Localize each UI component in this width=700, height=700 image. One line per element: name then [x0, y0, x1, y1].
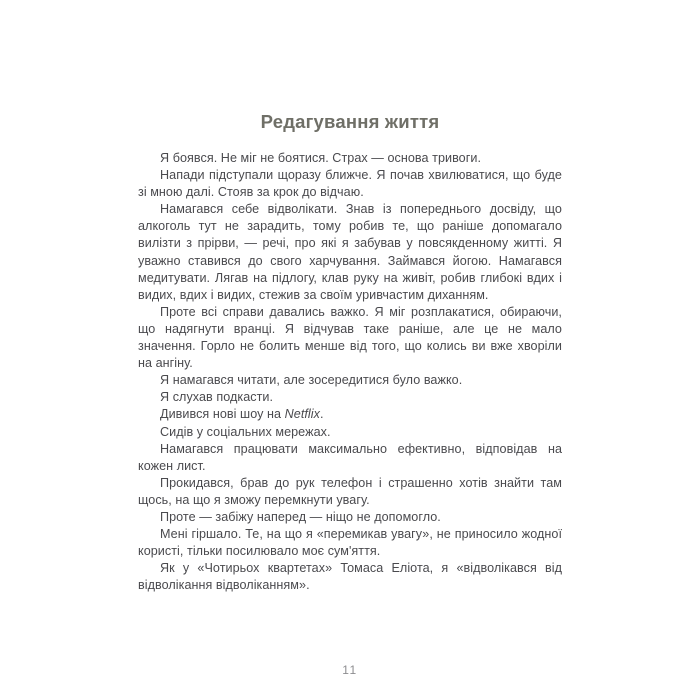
- paragraph-text-after: .: [319, 407, 324, 422]
- paragraph: Намагався себе відволікати. Знав із попереднього досвіду, що алкоголь тут не зарадить, тому робив те, що раніше допомагало вилізти з прірви, — речі, про які я забував у повсякденному житті. Я уважно ставився до свого харчування. Займався йогою. Намагався медитувати. Лягав на підлогу, клав руку на живіт, робив глибокі вдих і видих, вдих і видих, стежив за своїм уривчастим диханням.: [138, 202, 562, 302]
- paragraph: Прокидався, брав до рук телефон і страшенно хотів знайти там щось, на що я зможу перемкнути увагу.: [138, 475, 562, 507]
- paragraph: Намагався працювати максимально ефективно, відповідав на кожен лист.: [138, 441, 562, 473]
- paragraph: Проте — забіжу наперед — ніщо не допомогло.: [160, 509, 441, 524]
- paragraph: Проте всі справи давались важко. Я міг розплакатися, обираючи, що надягнути вранці. Я відчував таке раніше, але це не мало значення. Горло не болить менше від того, що колись ви вже хворіли на ангіну.: [138, 304, 562, 371]
- page-number: 11: [342, 663, 358, 677]
- paragraph: Я боявся. Не міг не боятися. Страх — основа тривоги.: [160, 151, 482, 165]
- netflix-brand-name: Netflix: [284, 407, 320, 422]
- paragraph: Я намагався читати, але зосередитися було важко.: [160, 373, 463, 388]
- body-text-column: [138, 150, 562, 594]
- paragraph: Як у «Чотирьох квартетах» Томаса Еліота, я «відволікався від відволікання відволіканням».: [138, 561, 562, 593]
- page-title: Редагування життя: [260, 111, 440, 133]
- paragraph: Сидів у соціальних мережах.: [160, 424, 331, 439]
- paragraph-text-before: Дивився нові шоу на: [160, 407, 285, 422]
- paragraph: Мені гіршало. Те, на що я «перемикав увагу», не приносило жодної користі, тільки посилювало моє сум'яття.: [138, 527, 562, 559]
- paragraph-netflix: [138, 406, 562, 423]
- paragraph: Напади підступали щоразу ближче. Я почав хвилюватися, що буде зі мною далі. Стояв за крок до відчаю.: [138, 168, 562, 200]
- paragraph: Я слухав подкасти.: [160, 390, 274, 405]
